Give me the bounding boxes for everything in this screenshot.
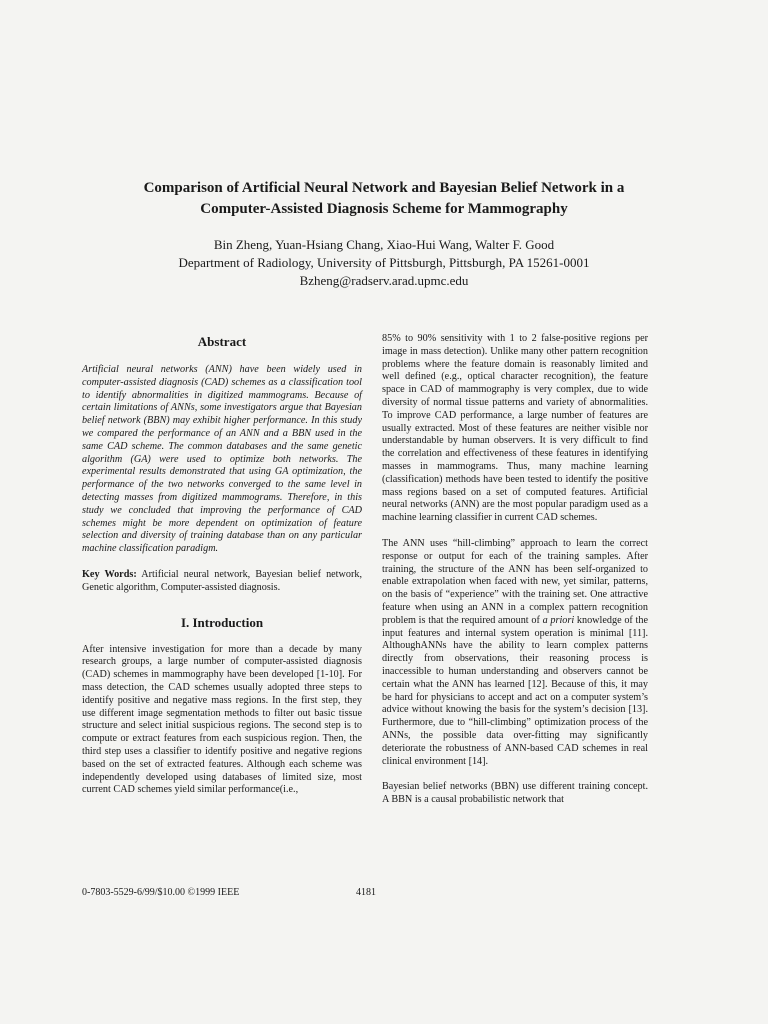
paper-title <box>60 178 708 220</box>
keywords-text: Artificial neural network, Bayesian belief network, Genetic algorithm, Computer-assisted diagnosis. <box>82 568 362 593</box>
abstract-heading: Abstract <box>197 334 247 349</box>
introduction-heading: I. Introduction <box>180 614 264 630</box>
title-line-2: Computer-Assisted Diagnosis Scheme for Mammography <box>200 201 568 217</box>
keywords-paragraph <box>82 569 362 595</box>
right-paragraph-2-part-a: The ANN uses “hill-climbing” approach to learn the correct response or output for each of the training samples. After training, the structure of the ANN has been self-organized to enable extrapolation when faced with new, yet similar, patterns, on the basis of “experience” with the training set. One attractive feature when using an ANN in a complex pattern recognition problem is that the required amount of <box>382 537 648 626</box>
title-line-1: Comparison of Artificial Neural Network and Bayesian Belief Network in a <box>143 180 625 196</box>
right-paragraph-1: 85% to 90% sensitivity with 1 to 2 false-positive regions per image in mass detection). Unlike many other pattern recognition problems where the feature domain is reasonably limited and well defined (e.g., optical character recognition), the feature space in CAD of mammography is very complex, due to wide diversity of normal tissue patterns and variety of abnormalities. To improve CAD performance, a large number of features are usually extracted. Most of these features are neither visible nor understandable by human observers. It is very difficult to find the correlation and effectiveness of these features in identifying masses in mammograms. Thus, many machine learning (classification) methods have been tested to identify the positive mass regions based on a set of computed features. Artificial neural networks (ANN) are the most popular paradigm used as a machine learning classifier in current CAD schemes. <box>382 333 648 524</box>
right-paragraph-2-part-b: knowledge of the input features and internal system operation is minimal [11]. AlthoughANNs have the ability to learn complex patterns directly from observations, their reasoning process is inaccessible to human understanding and observers cannot be certain what the ANN has learned [12]. Because of this, it may be hard for physicians to accept and act on a computer system’s advice without knowing the basis for the system’s decision [13]. Furthermore, due to “hill-climbing” optimization process of the ANNs, the possible data over-fitting may significantly deteriorate the robustness of ANN-based CAD schemes in real clinical environment [14]. <box>382 614 648 767</box>
right-column <box>382 333 648 807</box>
author-block <box>60 236 708 290</box>
keywords-label: Key Words: <box>82 568 137 580</box>
copyright-notice: 0-7803-5529-6/99/$10.00 ©1999 IEEE <box>82 887 240 898</box>
left-column <box>82 333 362 797</box>
a-priori-text: a priori <box>542 614 575 626</box>
author-affiliation: Department of Radiology, University of Pittsburgh, Pittsburgh, PA 15261-0001 <box>178 255 590 270</box>
page-number: 4181 <box>356 887 376 898</box>
right-paragraph-2 <box>382 538 648 768</box>
right-paragraph-3: Bayesian belief networks (BBN) use different training concept. A BBN is a causal probabilistic network that <box>382 781 648 806</box>
introduction-text: After intensive investigation for more than a decade by many research groups, a large number of computer-assisted diagnosis (CAD) schemes in mammography have been developed [1-10]. For mass detection, the CAD schemes usually adopted three steps to identify positive and negative mass regions. In the first step, they use different image segmentation methods to filter out basic tissue structure and select initial suspicious regions. The second step is to compute or extract features from each suspicious region. Then, the third step uses a classifier to identify positive and negative regions based on the set of extracted features. Although each scheme was independently developed using databases of limited size, most current CAD schemes yield similar performance(i.e., <box>82 643 362 796</box>
author-names: Bin Zheng, Yuan-Hsiang Chang, Xiao-Hui Wang, Walter F. Good <box>213 237 555 252</box>
author-email: Bzheng@radserv.arad.upmc.edu <box>299 273 469 288</box>
abstract-text: Artificial neural networks (ANN) have been widely used in computer-assisted diagnosis (CAD) schemes as a classification tool to identify abnormalities in digitized mammograms. Because of certain limitations of ANNs, some investigators argue that Bayesian belief network (BBN) may exhibit higher performance. In this study we compared the performance of an ANN and a BBN used in the same CAD scheme. The common databases and the same genetic algorithm (GA) were used to optimize both networks. The experimental results demonstrated that using GA optimization, the performance of the two networks converged to the same level in detecting masses from digitized mammograms. Therefore, in this study we concluded that improving the performance of CAD schemes might be more dependent on optimization of feature selection and diversity of training database than on any particular machine classification paradigm. <box>82 364 362 555</box>
